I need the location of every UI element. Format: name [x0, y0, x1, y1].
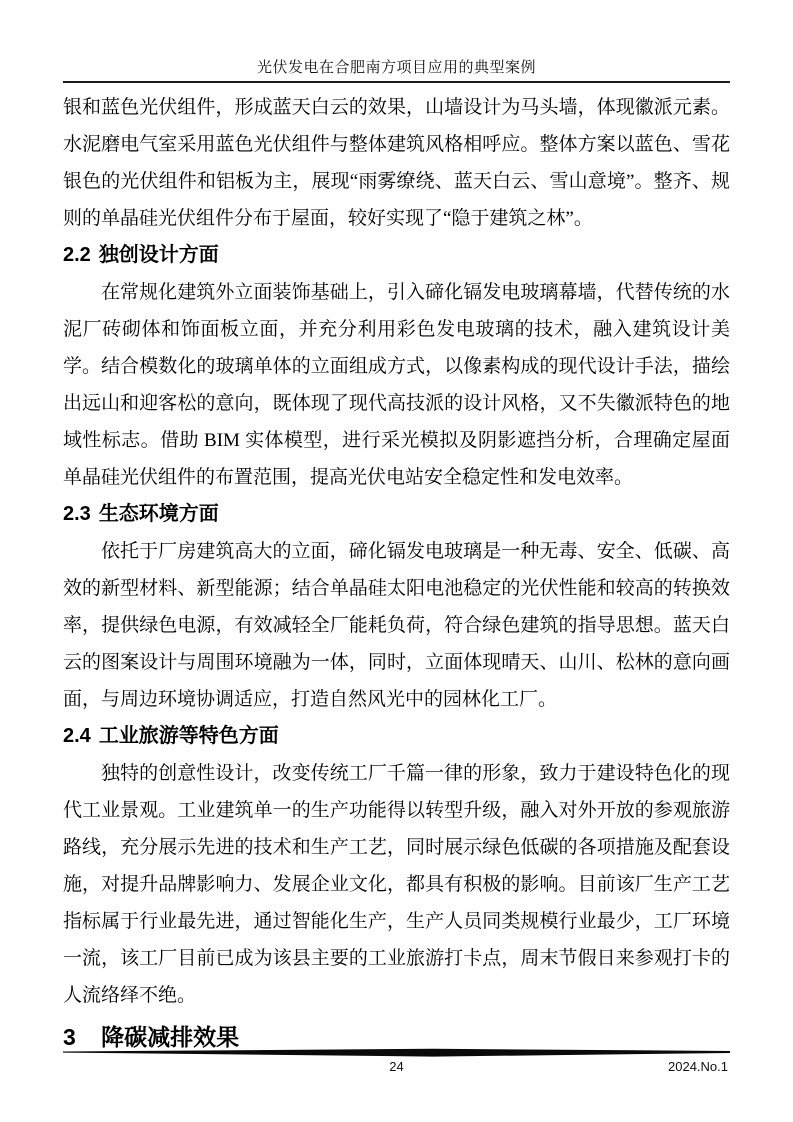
section-number: 2.2 — [63, 244, 91, 266]
page-number: 24 — [389, 1059, 404, 1074]
footer-rule — [63, 1048, 730, 1058]
chapter-title: 降碳减排效果 — [101, 1024, 240, 1050]
section-heading-2-3 — [63, 496, 730, 533]
section-title: 工业旅游等特色方面 — [98, 725, 279, 747]
footer-row — [63, 1059, 730, 1077]
continuation-paragraph: 银和蓝色光伏组件，形成蓝天白云的效果，山墙设计为马头墙，体现徽派元素。水泥磨电气室采用蓝色光伏组件与整体建筑风格相呼应。整体方案以蓝色、雪花银色的光伏组件和铝板为主，展现“雨雾缭绕、蓝天白云、雪山意境”。整齐、规则的单晶硅光伏组件分布于屋面，较好实现了“隐于建筑之林”。 — [63, 97, 730, 229]
issue-label: 2024.No.1 — [668, 1059, 728, 1074]
running-header — [63, 0, 730, 83]
section-number: 2.3 — [63, 503, 91, 525]
running-header-title: 光伏发电在合肥南方项目应用的典型案例 — [256, 60, 536, 76]
page-footer — [63, 1048, 730, 1077]
section-paragraph: 依托于厂房建筑高大的立面，碲化镉发电玻璃是一种无毒、安全、低碳、高效的新型材料、新型能源；结合单晶硅太阳电池稳定的光伏性能和较高的转换效率，提供绿色电源，有效减轻全厂能耗负荷，符合绿色建筑的指导思想。蓝天白云的图案设计与周围环境融为一体，同时，立面体现晴天、山川、松林的意向画面，与周边环境协调适应，打造自然风光中的园林化工厂。 — [63, 541, 730, 710]
section-heading-2-4 — [63, 718, 730, 755]
section-paragraph: 在常规化建筑外立面装饰基础上，引入碲化镉发电玻璃幕墙，代替传统的水泥厂砖砌体和饰面板立面，并充分利用彩色发电玻璃的技术，融入建筑设计美学。结合模数化的玻璃单体的立面组成方式，以像素构成的现代设计手法，描绘出远山和迎客松的意向，既体现了现代高技派的设计风格，又不失徽派特色的地域性标志。借助 BIM 实体模型，进行采光模拟及阴影遮挡分析，合理确定屋面单晶硅光伏组件的布置范围，提高光伏电站安全稳定性和发电效率。 — [63, 282, 730, 488]
section-heading-2-2 — [63, 237, 730, 274]
document-body — [63, 89, 730, 1058]
section-number: 2.4 — [63, 725, 91, 747]
section-title: 独创设计方面 — [98, 244, 219, 266]
section-paragraph: 独特的创意性设计，改变传统工厂千篇一律的形象，致力于建设特色化的现代工业景观。工业建筑单一的生产功能得以转型升级，融入对外开放的参观旅游路线，充分展示先进的技术和生产工艺，同时展示绿色低碳的各项措施及配套设施，对提升品牌影响力、发展企业文化，都具有积极的影响。目前该厂生产工艺指标属于行业最先进，通过智能化生产，生产人员同类规模行业最少，工厂环境一流，该工厂目前已成为该县主要的工业旅游打卡点，周末节假日来参观打卡的人流络绎不绝。 — [63, 763, 730, 1006]
chapter-number: 3 — [63, 1024, 76, 1050]
section-title: 生态环境方面 — [98, 503, 219, 525]
